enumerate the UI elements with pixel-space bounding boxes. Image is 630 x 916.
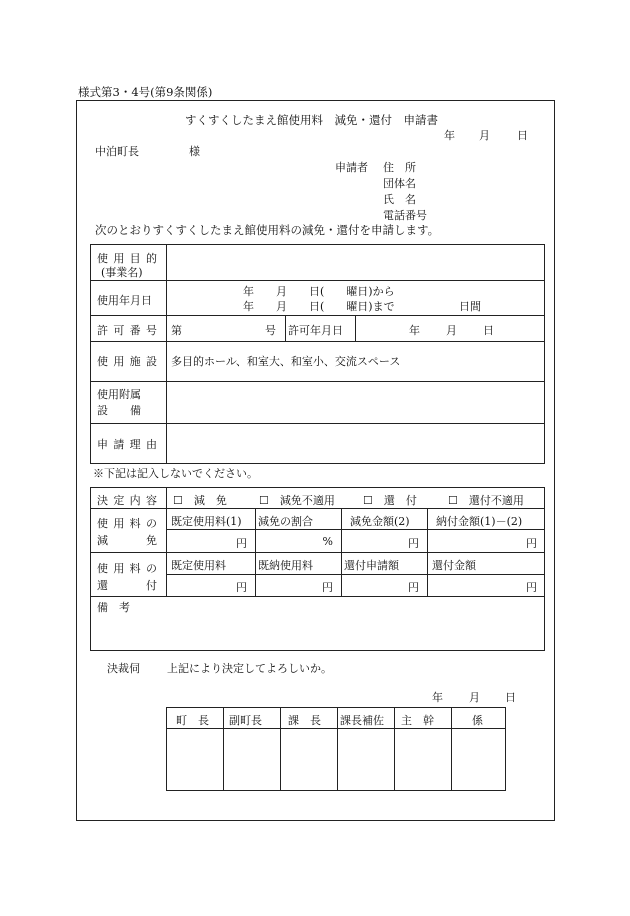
checkbox-icon[interactable]: ☐ (259, 494, 269, 507)
facility-value: 多目的ホール、和室大、和室小、交流スペース (171, 355, 401, 368)
reduction-label: 使 用 料 の (97, 517, 157, 530)
applicant-label: 申請者 (335, 161, 368, 174)
equipment-label: 使用附属 (97, 388, 141, 401)
addressee-name: 中泊町長 (95, 145, 139, 158)
facility-label: 使 用 施 設 (97, 355, 157, 368)
stamp-deputy-mayor: 副町長 (229, 714, 262, 727)
permit-date-label: 許可年月日 (288, 324, 343, 337)
reduction-unit: 円 (526, 537, 537, 550)
equipment-sublabel: 設 備 (97, 404, 141, 417)
stamp-chief-officer: 主 幹 (401, 714, 434, 727)
permit-date-year: 年 (409, 324, 420, 337)
remarks-label: 備 考 (97, 601, 130, 614)
refund-header-request: 還付申請額 (344, 559, 399, 572)
application-table (90, 244, 545, 464)
form-number: 様式第3・4号(第9条関係) (78, 85, 213, 99)
option-reduction[interactable]: ☐ 減 免 (173, 494, 227, 507)
reduction-header-amount: 減免金額(2) (350, 515, 410, 528)
reduction-header-ratio: 減免の割合 (258, 515, 313, 528)
date-from-line: 年 月 日( 曜日)から (243, 285, 395, 298)
stamp-mayor: 町 長 (176, 714, 209, 727)
permit-no-suffix: 号 (265, 324, 276, 337)
approval-date-year: 年 (432, 691, 443, 704)
stamp-assistant-chief: 課長補佐 (340, 714, 384, 727)
decision-label: 決 定 内 容 (97, 494, 157, 507)
checkbox-icon[interactable]: ☐ (173, 494, 183, 507)
approval-stamp-table (166, 707, 506, 791)
decision-table (90, 487, 545, 651)
refund-unit: 円 (322, 581, 333, 594)
approval-date-day: 日 (505, 691, 516, 704)
permit-no-prefix: 第 (171, 324, 182, 337)
permit-date-day: 日 (483, 324, 494, 337)
date-day: 日 (517, 129, 528, 142)
permit-no-label: 許 可 番 号 (97, 324, 157, 337)
applicant-phone: 電話番号 (383, 209, 427, 222)
reduction-unit: 円 (236, 537, 247, 550)
form-frame (76, 100, 555, 821)
refund-label: 使 用 料 の (97, 562, 157, 575)
approval-label: 決裁伺 (107, 662, 140, 675)
note-text: ※下記は記入しないでください。 (93, 467, 258, 480)
permit-date-month: 月 (446, 324, 457, 337)
option-reduction-na[interactable]: ☐ 減免不適用 (259, 494, 335, 507)
form-title: すくすくしたまえ館使用料 減免・還付 申請書 (185, 113, 438, 127)
stamp-section-chief: 課 長 (288, 714, 321, 727)
purpose-label: 使 用 目 的 (97, 252, 157, 265)
checkbox-icon[interactable]: ☐ (363, 494, 373, 507)
reduction-unit: % (322, 535, 333, 548)
addressee-honorific: 様 (189, 145, 200, 158)
applicant-group: 団体名 (383, 177, 416, 190)
applicant-address: 住 所 (383, 161, 416, 174)
refund-header-paid: 既納使用料 (258, 559, 313, 572)
applicant-name: 氏 名 (383, 193, 416, 206)
option-refund[interactable]: ☐ 還 付 (363, 494, 417, 507)
refund-unit: 円 (408, 581, 419, 594)
refund-sublabel: 還 付 (97, 579, 157, 592)
refund-header-fee: 既定使用料 (171, 559, 226, 572)
date-label: 使用年月日 (97, 294, 152, 307)
refund-unit: 円 (236, 581, 247, 594)
days-label: 日間 (459, 300, 481, 313)
intro-text: 次のとおりすくすくしたまえ館使用料の減免・還付を申請します。 (95, 223, 440, 237)
reduction-unit: 円 (408, 537, 419, 550)
reason-label: 申 請 理 由 (97, 438, 157, 451)
reduction-sublabel: 減 免 (97, 534, 157, 547)
date-to-line: 年 月 日( 曜日)まで (243, 300, 395, 313)
option-refund-na[interactable]: ☐ 還付不適用 (448, 494, 524, 507)
reduction-header-payment: 納付金額(1)－(2) (436, 515, 523, 528)
refund-unit: 円 (526, 581, 537, 594)
date-year: 年 (444, 129, 455, 142)
purpose-sublabel: (事業名) (101, 266, 143, 279)
approval-date-month: 月 (469, 691, 480, 704)
reduction-header-fee: 既定使用料(1) (171, 515, 242, 528)
stamp-staff: 係 (472, 714, 483, 727)
approval-text: 上記により決定してよろしいか。 (167, 662, 332, 675)
checkbox-icon[interactable]: ☐ (448, 494, 458, 507)
refund-header-amount: 還付金額 (432, 559, 476, 572)
date-month: 月 (479, 129, 490, 142)
